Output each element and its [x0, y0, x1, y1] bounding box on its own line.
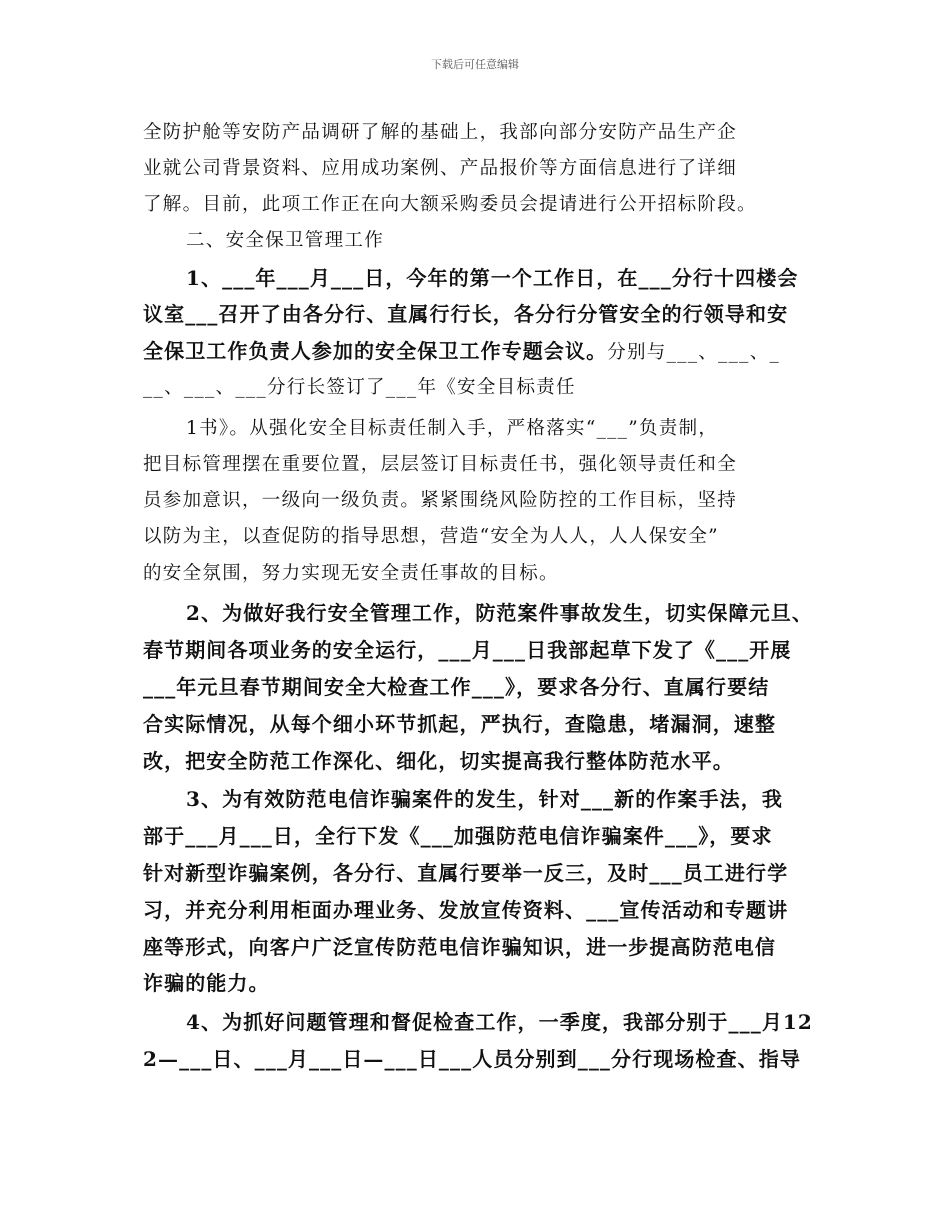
- body-line-9: 1书》。从强化安全目标责任制入手，严格落实“___”负责制，: [186, 418, 719, 439]
- item-1-line-3-continuation: 分别与___、___、_: [607, 342, 781, 363]
- item-3-line-5: 座等形式，向客户广泛宣传防范电信诈骗知识，进一步提高防范电信: [143, 935, 776, 959]
- body-line-10: 把目标管理摆在重要位置，层层签订目标责任书，强化领导责任和全: [143, 454, 738, 475]
- item-3-line-3: 针对新型诈骗案例，各分行、直属行要举一反三，及时___员工进行学: [143, 861, 789, 885]
- item-1-line-2: 议室___召开了由各分行、直属行行长，各分行分管安全的行领导和安: [143, 302, 789, 326]
- item-2-line-1: 2、为做好我行安全管理工作，防范案件事故发生，切实保障元旦、: [186, 601, 813, 625]
- item-3-line-6: 诈骗的能力。: [143, 971, 270, 995]
- body-line-13: 的安全氛围，努力实现无安全责任事故的目标。: [143, 563, 559, 584]
- item-3-line-1: 3、为有效防范电信诈骗案件的发生，针对___新的作案手法，我: [186, 787, 783, 811]
- page-header-note: 下载后可任意编辑: [431, 58, 519, 71]
- item-2-line-4: 合实际情况，从每个细小环节抓起，严执行，查隐患，堵漏洞，速整: [143, 712, 776, 736]
- item-1-line-1: 1、___年___月___日，今年的第一个工作日，在___分行十四楼会: [186, 266, 799, 290]
- section-heading: 二、安全保卫管理工作: [186, 230, 385, 251]
- item-4-line-1: 4、为抓好问题管理和督促检查工作，一季度，我部分别于___月12: [186, 1010, 813, 1034]
- item-2-line-3: ___年元旦春节期间安全大检查工作___》，要求各分行、直属行要结: [143, 675, 770, 699]
- body-line-1: 全防护舱等安防产品调研了解的基础上，我部向部分安防产品生产企: [143, 122, 738, 143]
- item-3-line-4: 习，并充分利用柜面办理业务、发放宣传资料、___宣传活动和专题讲: [143, 898, 789, 922]
- item-1-line-4: __、___、___分行长签订了___年《安全目标责任: [143, 377, 576, 398]
- item-1-line-3: 全保卫工作负责人参加的安全保卫工作专题会议。分别与___、___、_: [143, 339, 781, 363]
- body-line-2: 业就公司背景资料、应用成功案例、产品报价等方面信息进行了详细: [143, 158, 738, 179]
- item-2-line-2: 春节期间各项业务的安全运行，___月___日我部起草下发了《___开展: [143, 638, 792, 662]
- item-4-line-2: 2—___日、___月___日—___日___人员分别到___分行现场检查、指导: [143, 1047, 801, 1071]
- item-2-line-5: 改，把安全防范工作深化、细化，切实提高我行整体防范水平。: [143, 749, 734, 773]
- body-line-11: 员参加意识，一级向一级负责。紧紧围绕风险防控的工作目标，坚持: [143, 490, 738, 511]
- body-line-3: 了解。目前，此项工作正在向大额采购委员会提请进行公开招标阶段。: [143, 194, 757, 215]
- item-3-line-2: 部于___月___日，全行下发《___加强防范电信诈骗案件___》，要求: [143, 824, 773, 848]
- body-line-12: 以防为主，以查促防的指导思想，营造“安全为人人，人人保安全”: [143, 526, 719, 547]
